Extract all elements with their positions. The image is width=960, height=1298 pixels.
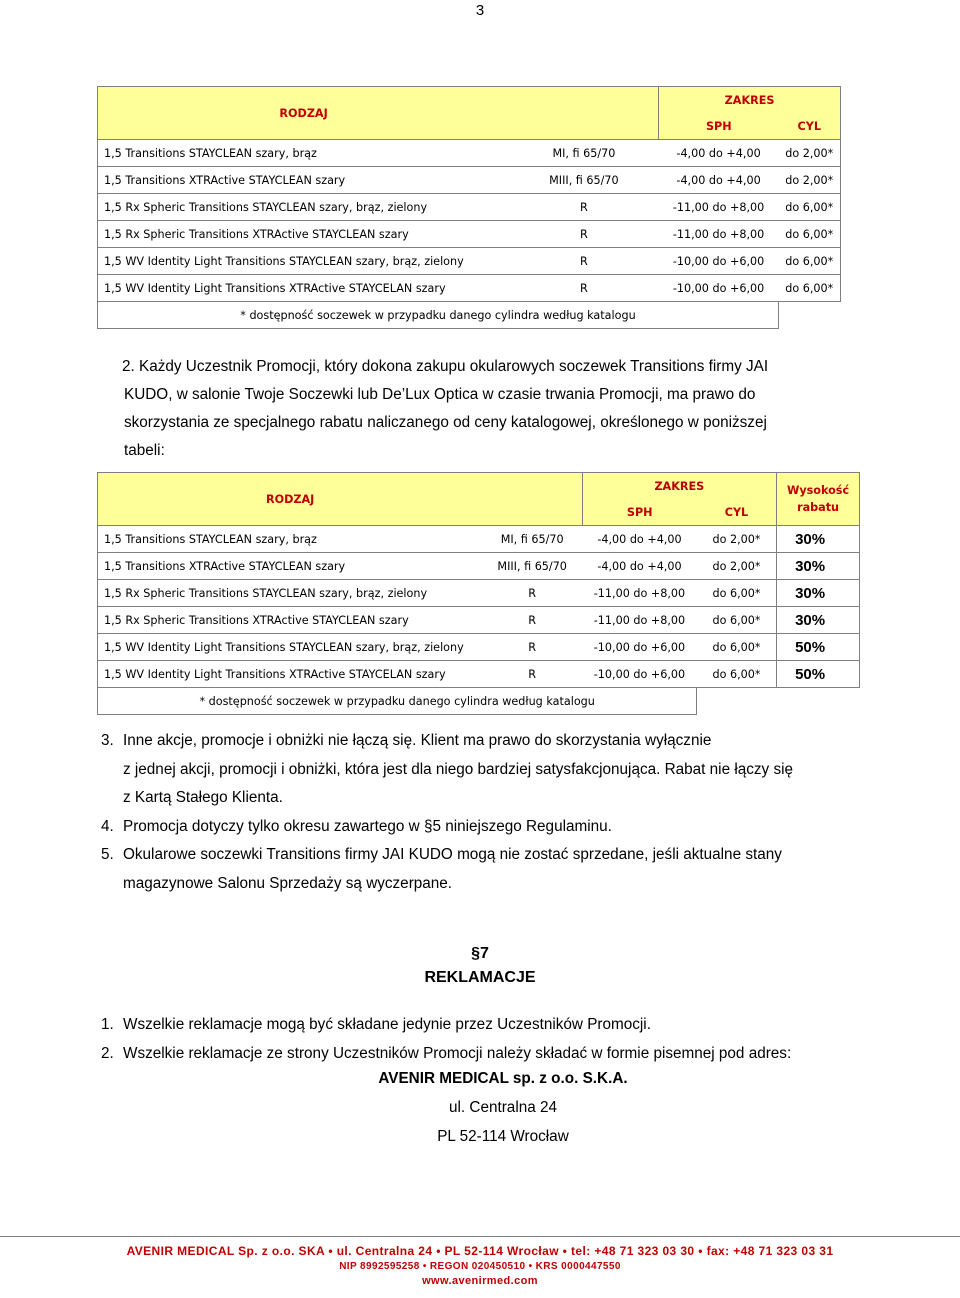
index-cell: R bbox=[509, 275, 658, 302]
lens-name-cell: 1,5 Rx Spheric Transitions XTRActive STAYCLEAN szary bbox=[98, 221, 510, 248]
cyl-cell: do 6,00* bbox=[697, 580, 777, 607]
sph-cell: -11,00 do +8,00 bbox=[659, 194, 779, 221]
index-cell: MI, fi 65/70 bbox=[509, 140, 658, 167]
header-rodzaj: RODZAJ bbox=[98, 473, 483, 526]
sph-cell: -11,00 do +8,00 bbox=[659, 221, 779, 248]
address-city: PL 52-114 Wrocław bbox=[437, 1128, 569, 1145]
table-row bbox=[98, 526, 860, 553]
index-cell: R bbox=[509, 248, 658, 275]
index-cell: R bbox=[509, 194, 658, 221]
cyl-cell: do 2,00* bbox=[778, 140, 840, 167]
table2-footnote: * dostępność soczewek w przypadku danego cylindra według katalogu bbox=[98, 688, 697, 715]
point-line: magazynowe Salonu Sprzedaży są wyczerpane. bbox=[123, 874, 453, 892]
discount-cell: 30% bbox=[777, 553, 860, 580]
complaints-list bbox=[101, 1011, 791, 1068]
discount-cell: 30% bbox=[777, 580, 860, 607]
complaint-item-1 bbox=[101, 1011, 791, 1040]
section-symbol: §7 bbox=[471, 945, 489, 962]
sph-cell: -10,00 do +6,00 bbox=[659, 275, 779, 302]
lens-name-cell: 1,5 Transitions XTRActive STAYCLEAN szary bbox=[98, 167, 510, 194]
cyl-cell: do 6,00* bbox=[778, 248, 840, 275]
complaint-text: Wszelkie reklamacje ze strony Uczestników Promocji należy składać w formie pisemnej pod adres: bbox=[123, 1044, 792, 1062]
lens-name-cell: 1,5 Rx Spheric Transitions STAYCLEAN szary, brąz, zielony bbox=[98, 194, 510, 221]
paragraph-2-line: KUDO, w salonie Twoje Soczewki lub De’Lux Optica w czasie trwania Promocji, ma prawo do bbox=[124, 386, 756, 403]
sph-cell: -4,00 do +4,00 bbox=[659, 140, 779, 167]
lens-name-cell: 1,5 WV Identity Light Transitions XTRActive STAYCELAN szary bbox=[98, 661, 483, 688]
index-cell: MI, fi 65/70 bbox=[482, 526, 582, 553]
table-row bbox=[98, 140, 841, 167]
header-sph: SPH bbox=[582, 499, 697, 526]
sph-cell: -10,00 do +6,00 bbox=[582, 661, 697, 688]
lens-range-table bbox=[97, 86, 841, 329]
footer-registry: NIP 8992595258 • REGON 020450510 • KRS 0000447550 bbox=[339, 1261, 621, 1272]
point-5 bbox=[101, 841, 793, 898]
lens-name-cell: 1,5 WV Identity Light Transitions STAYCLEAN szary, brąz, zielony bbox=[98, 248, 510, 275]
paragraph-2-line: tabeli: bbox=[124, 442, 165, 459]
table-row bbox=[98, 661, 860, 688]
complaint-number: 1. bbox=[101, 1016, 114, 1033]
table-row bbox=[98, 553, 860, 580]
point-line: z Kartą Stałego Klienta. bbox=[123, 789, 283, 806]
address-street: ul. Centralna 24 bbox=[449, 1099, 557, 1116]
sph-cell: -4,00 do +4,00 bbox=[582, 553, 697, 580]
point-number: 4. bbox=[101, 817, 114, 835]
cyl-cell: do 6,00* bbox=[778, 194, 840, 221]
point-number: 5. bbox=[101, 846, 114, 863]
cyl-cell: do 6,00* bbox=[697, 607, 777, 634]
index-cell: R bbox=[509, 221, 658, 248]
index-cell: MIII, fi 65/70 bbox=[482, 553, 582, 580]
point-line: Okularowe soczewki Transitions firmy JAI KUDO mogą nie zostać sprzedane, jeśli aktualne stany bbox=[123, 846, 782, 863]
complaint-number: 2. bbox=[101, 1044, 114, 1062]
discount-cell: 30% bbox=[777, 607, 860, 634]
header-rabat: Wysokość rabatu bbox=[777, 473, 860, 526]
index-cell: R bbox=[482, 607, 582, 634]
sph-cell: -10,00 do +6,00 bbox=[582, 634, 697, 661]
table-row bbox=[98, 275, 841, 302]
section-title: REKLAMACJE bbox=[424, 969, 536, 986]
header-cyl: CYL bbox=[778, 113, 840, 140]
index-cell: R bbox=[482, 580, 582, 607]
point-line: Inne akcje, promocje i obniżki nie łączą się. Klient ma prawo do skorzystania wyłącznie bbox=[123, 732, 712, 749]
table-row bbox=[98, 221, 841, 248]
table-row bbox=[98, 194, 841, 221]
table-row bbox=[98, 248, 841, 275]
sph-cell: -11,00 do +8,00 bbox=[582, 580, 697, 607]
lens-name-cell: 1,5 Transitions XTRActive STAYCLEAN szary bbox=[98, 553, 483, 580]
paragraph-2-line: skorzystania ze specjalnego rabatu naliczanego od ceny katalogowej, określonego w poniższej bbox=[124, 414, 767, 431]
points-list bbox=[101, 727, 793, 898]
cyl-cell: do 2,00* bbox=[697, 526, 777, 553]
point-line: Promocja dotyczy tylko okresu zawartego w §5 niniejszego Regulaminu. bbox=[123, 817, 612, 835]
cyl-cell: do 2,00* bbox=[778, 167, 840, 194]
header-zakres: ZAKRES bbox=[659, 87, 841, 114]
lens-name-cell: 1,5 WV Identity Light Transitions XTRActive STAYCELAN szary bbox=[98, 275, 510, 302]
cyl-cell: do 6,00* bbox=[778, 275, 840, 302]
header-cyl: CYL bbox=[697, 499, 777, 526]
complaint-text: Wszelkie reklamacje mogą być składane jedynie przez Uczestników Promocji. bbox=[123, 1016, 651, 1033]
sph-cell: -4,00 do +4,00 bbox=[582, 526, 697, 553]
point-3 bbox=[101, 727, 793, 813]
point-line: z jednej akcji, promocji i obniżki, która jest dla niego bardziej satysfakcjonująca. Rabat nie łączy się bbox=[123, 760, 793, 778]
footer-website: www.avenirmed.com bbox=[422, 1275, 538, 1287]
index-cell: R bbox=[482, 634, 582, 661]
header-sph: SPH bbox=[659, 113, 779, 140]
table-row bbox=[98, 634, 860, 661]
discount-table bbox=[97, 472, 860, 715]
index-cell: MIII, fi 65/70 bbox=[509, 167, 658, 194]
header-zakres: ZAKRES bbox=[582, 473, 777, 500]
footer-contact: AVENIR MEDICAL Sp. z o.o. SKA • ul. Centralna 24 • PL 52-114 Wrocław • tel: +48 71 323 03 30 • fax: +48 71 323 03 31 bbox=[126, 1244, 834, 1258]
cyl-cell: do 2,00* bbox=[697, 553, 777, 580]
point-4 bbox=[101, 813, 793, 842]
point-number: 3. bbox=[101, 732, 114, 749]
paragraph-2 bbox=[124, 353, 768, 465]
discount-cell: 50% bbox=[777, 661, 860, 688]
lens-name-cell: 1,5 Rx Spheric Transitions STAYCLEAN szary, brąz, zielony bbox=[98, 580, 483, 607]
table1-footnote: * dostępność soczewek w przypadku danego cylindra według katalogu bbox=[98, 302, 779, 329]
lens-name-cell: 1,5 WV Identity Light Transitions STAYCLEAN szary, brąz, zielony bbox=[98, 634, 483, 661]
index-cell: R bbox=[482, 661, 582, 688]
sph-cell: -4,00 do +4,00 bbox=[659, 167, 779, 194]
discount-cell: 50% bbox=[777, 634, 860, 661]
sph-cell: -11,00 do +8,00 bbox=[582, 607, 697, 634]
sph-cell: -10,00 do +6,00 bbox=[659, 248, 779, 275]
cyl-cell: do 6,00* bbox=[778, 221, 840, 248]
table-row bbox=[98, 167, 841, 194]
footer-divider bbox=[0, 1236, 960, 1237]
lens-name-cell: 1,5 Transitions STAYCLEAN szary, brąz bbox=[98, 526, 483, 553]
page-number: 3 bbox=[475, 2, 485, 19]
lens-name-cell: 1,5 Rx Spheric Transitions XTRActive STAYCLEAN szary bbox=[98, 607, 483, 634]
complaint-item-2 bbox=[101, 1040, 791, 1069]
cyl-cell: do 6,00* bbox=[697, 634, 777, 661]
paragraph-2-line: 2. Każdy Uczestnik Promocji, który dokona zakupu okularowych soczewek Transitions firmy JAI bbox=[122, 358, 769, 375]
lens-name-cell: 1,5 Transitions STAYCLEAN szary, brąz bbox=[98, 140, 510, 167]
header-rodzaj: RODZAJ bbox=[98, 87, 510, 140]
discount-cell: 30% bbox=[777, 526, 860, 553]
address-company: AVENIR MEDICAL sp. z o.o. S.K.A. bbox=[378, 1070, 628, 1087]
table-row bbox=[98, 607, 860, 634]
table-row bbox=[98, 580, 860, 607]
cyl-cell: do 6,00* bbox=[697, 661, 777, 688]
